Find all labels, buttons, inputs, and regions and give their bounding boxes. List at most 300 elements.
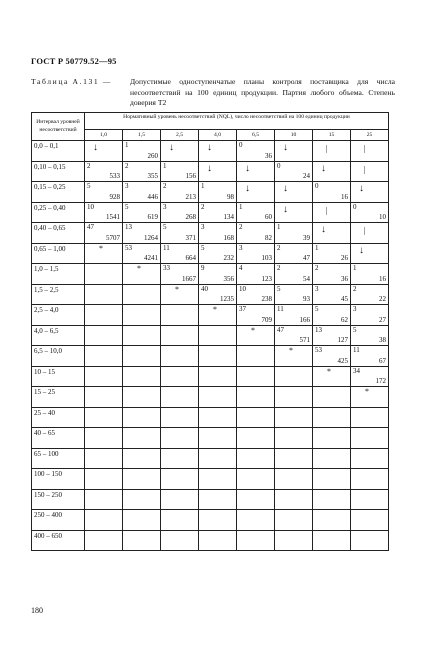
plan-cell xyxy=(313,346,351,367)
sample-size: 709 xyxy=(261,315,272,324)
plan-cell xyxy=(237,243,275,264)
plan-cell xyxy=(237,346,275,367)
acceptance-number: 0 xyxy=(277,161,281,170)
plan-cell xyxy=(275,387,313,408)
plan-cell xyxy=(161,366,199,387)
plan-cell xyxy=(275,366,313,387)
plan-cell xyxy=(275,305,313,326)
plan-cell xyxy=(199,489,237,510)
row-interval-label: 15 – 25 xyxy=(32,387,85,408)
sample-size: 238 xyxy=(261,295,272,303)
row-interval-label: 0,15 – 0,25 xyxy=(32,182,85,203)
plan-cell xyxy=(237,407,275,428)
acceptance-number: 10 xyxy=(239,284,246,293)
plan-cell xyxy=(161,284,199,305)
plan-cell xyxy=(85,387,123,408)
acceptance-number: 40 xyxy=(201,284,208,293)
plan-cell xyxy=(237,428,275,449)
sample-size: 98 xyxy=(227,192,234,201)
plan-cell xyxy=(123,428,161,449)
plan-cell xyxy=(313,469,351,490)
plan-cell xyxy=(275,448,313,469)
sample-size: 103 xyxy=(261,254,272,262)
table-row xyxy=(32,202,389,223)
sample-size: 156 xyxy=(185,172,196,180)
plan-cell xyxy=(313,530,351,551)
table-row xyxy=(32,161,389,182)
plan-cell xyxy=(237,161,275,182)
plan-cell xyxy=(313,284,351,305)
plan-cell xyxy=(161,387,199,408)
plan-cell xyxy=(161,346,199,367)
acceptance-number: 37 xyxy=(239,305,246,313)
plan-cell xyxy=(237,182,275,203)
plan-cell xyxy=(85,428,123,449)
plan-cell xyxy=(313,202,351,223)
sample-size: 425 xyxy=(337,356,348,365)
sample-size: 26 xyxy=(341,254,348,262)
plan-cell xyxy=(351,141,389,162)
asterisk-mark: * xyxy=(365,387,369,396)
sample-size: 1235 xyxy=(220,295,234,303)
table-caption-label: Таблица А.131 — xyxy=(31,77,112,86)
acceptance-number: 1 xyxy=(201,182,205,190)
plan-cell xyxy=(123,448,161,469)
acceptance-number: 5 xyxy=(87,182,91,190)
plan-cell xyxy=(313,428,351,449)
plan-cell xyxy=(313,407,351,428)
plan-cell xyxy=(85,325,123,346)
acceptance-number: 2 xyxy=(353,284,357,293)
table-row xyxy=(32,243,389,264)
plan-cell xyxy=(351,469,389,490)
sample-size: 16 xyxy=(379,274,386,283)
plan-cell xyxy=(199,407,237,428)
plan-cell xyxy=(199,161,237,182)
table-row xyxy=(32,141,389,162)
acceptance-number: 53 xyxy=(125,243,132,252)
plan-cell xyxy=(199,387,237,408)
row-interval-label: 1,0 – 1,5 xyxy=(32,264,85,285)
plan-cell xyxy=(199,346,237,367)
plan-cell xyxy=(161,407,199,428)
table-row xyxy=(32,510,389,531)
acceptance-number: 3 xyxy=(353,305,357,313)
plan-cell xyxy=(199,530,237,551)
plan-cell xyxy=(161,243,199,264)
asterisk-mark: * xyxy=(213,305,217,314)
plan-cell xyxy=(275,489,313,510)
vertical-bar-mark: | xyxy=(326,205,328,215)
plan-cell xyxy=(85,305,123,326)
plan-cell xyxy=(237,489,275,510)
table-row xyxy=(32,469,389,490)
down-arrow-icon: ↓ xyxy=(359,183,364,194)
plan-cell xyxy=(237,305,275,326)
plan-cell xyxy=(85,448,123,469)
row-interval-label: 25 – 40 xyxy=(32,407,85,428)
asterisk-mark: * xyxy=(175,284,179,294)
row-interval-label: 1,5 – 2,5 xyxy=(32,284,85,305)
plan-cell xyxy=(85,530,123,551)
plan-cell xyxy=(313,305,351,326)
nql-column-row xyxy=(32,130,389,141)
acceptance-number: 3 xyxy=(125,182,129,190)
plan-cell xyxy=(123,284,161,305)
acceptance-number: 1 xyxy=(163,161,167,170)
table-row xyxy=(32,387,389,408)
sample-size: 928 xyxy=(109,192,120,201)
sample-size: 213 xyxy=(185,192,196,201)
sample-size: 22 xyxy=(379,295,386,303)
plan-cell xyxy=(275,243,313,264)
plan-cell xyxy=(123,489,161,510)
sample-size: 54 xyxy=(303,274,310,283)
nql-column-header: 25 xyxy=(351,130,389,141)
row-interval-label: 0,65 – 1,00 xyxy=(32,243,85,264)
plan-cell xyxy=(85,510,123,531)
plan-cell xyxy=(85,223,123,244)
nql-column-header: 4,0 xyxy=(199,130,237,141)
plan-cell xyxy=(275,182,313,203)
plan-cell xyxy=(313,161,351,182)
plan-cell xyxy=(161,448,199,469)
plan-cell xyxy=(351,530,389,551)
acceptance-number: 5 xyxy=(277,284,281,293)
plan-cell xyxy=(123,407,161,428)
down-arrow-icon: ↓ xyxy=(283,203,288,215)
plan-cell xyxy=(85,284,123,305)
plan-cell xyxy=(123,202,161,223)
sample-size: 67 xyxy=(379,356,386,365)
row-interval-label: 2,5 – 4,0 xyxy=(32,305,85,326)
sample-size: 533 xyxy=(109,172,120,180)
nql-header: Нормативный уровень несоответствий (NQL), число несоответствий на 100 единиц продукции xyxy=(85,113,389,130)
table-row xyxy=(32,366,389,387)
plan-cell xyxy=(237,469,275,490)
sample-size: 371 xyxy=(185,233,196,242)
row-interval-label: 0,10 – 0,15 xyxy=(32,161,85,182)
plan-cell xyxy=(275,223,313,244)
row-interval-label: 100 – 150 xyxy=(32,469,85,490)
plan-cell xyxy=(313,489,351,510)
down-arrow-icon: ↓ xyxy=(321,224,326,235)
acceptance-number: 1 xyxy=(353,264,357,272)
table-row xyxy=(32,284,389,305)
plan-cell xyxy=(313,243,351,264)
page-number: 180 xyxy=(31,606,43,615)
sample-size: 27 xyxy=(379,315,386,324)
plan-cell xyxy=(85,141,123,162)
plan-cell xyxy=(161,530,199,551)
plan-cell xyxy=(123,346,161,367)
plan-cell xyxy=(275,428,313,449)
plan-cell xyxy=(313,448,351,469)
table-body xyxy=(32,141,389,551)
plan-cell xyxy=(313,366,351,387)
table-row xyxy=(32,428,389,449)
sample-size: 571 xyxy=(299,336,310,344)
plan-cell xyxy=(123,530,161,551)
plan-cell xyxy=(313,223,351,244)
acceptance-number: 4 xyxy=(239,264,243,272)
acceptance-number: 5 xyxy=(163,223,167,231)
sample-size: 172 xyxy=(375,377,386,385)
acceptance-number: 2 xyxy=(201,202,205,211)
acceptance-number: 1 xyxy=(239,202,243,211)
document-header: ГОСТ Р 50779.52—95 xyxy=(31,56,117,66)
sample-size: 36 xyxy=(265,151,272,160)
table-head xyxy=(32,113,389,141)
plan-cell xyxy=(123,141,161,162)
down-arrow-icon: ↓ xyxy=(245,183,250,194)
down-arrow-icon: ↓ xyxy=(283,142,288,153)
plan-cell xyxy=(237,366,275,387)
table-row xyxy=(32,346,389,367)
sample-size: 10 xyxy=(379,213,386,221)
plan-cell xyxy=(351,305,389,326)
sample-size: 36 xyxy=(341,274,348,283)
plan-cell xyxy=(351,366,389,387)
plan-cell xyxy=(123,510,161,531)
nql-column-header: 15 xyxy=(313,130,351,141)
plan-cell xyxy=(161,305,199,326)
plan-cell xyxy=(351,428,389,449)
plan-cell xyxy=(275,141,313,162)
row-interval-label: 10 – 15 xyxy=(32,366,85,387)
plan-cell xyxy=(351,387,389,408)
acceptance-number: 13 xyxy=(125,223,132,231)
sample-size: 232 xyxy=(223,254,234,262)
plan-cell xyxy=(275,530,313,551)
plan-cell xyxy=(199,325,237,346)
plan-cell xyxy=(199,469,237,490)
acceptance-number: 3 xyxy=(201,223,205,231)
plan-cell xyxy=(85,264,123,285)
acceptance-number: 47 xyxy=(277,325,284,334)
plan-cell xyxy=(313,387,351,408)
plan-cell xyxy=(351,161,389,182)
table-caption xyxy=(31,77,395,109)
acceptance-number: 1 xyxy=(125,141,129,149)
plan-cell xyxy=(161,469,199,490)
plan-cell xyxy=(275,161,313,182)
acceptance-number: 11 xyxy=(163,243,170,252)
row-interval-label: 65 – 100 xyxy=(32,448,85,469)
acceptance-number: 11 xyxy=(277,305,284,313)
sample-size: 93 xyxy=(303,295,310,303)
plan-cell xyxy=(237,223,275,244)
table-row xyxy=(32,325,389,346)
row-interval-label: 0,0 – 0,1 xyxy=(32,141,85,162)
plan-cell xyxy=(237,284,275,305)
sample-size: 268 xyxy=(185,213,196,221)
acceptance-number: 1 xyxy=(315,243,319,252)
acceptance-number: 10 xyxy=(87,202,94,211)
sample-size: 127 xyxy=(337,336,348,344)
plan-cell xyxy=(123,305,161,326)
plan-cell xyxy=(351,223,389,244)
acceptance-number: 33 xyxy=(163,264,170,272)
acceptance-number: 1 xyxy=(277,223,281,231)
plan-cell xyxy=(123,469,161,490)
plan-cell xyxy=(123,325,161,346)
plan-cell xyxy=(199,428,237,449)
sample-size: 356 xyxy=(223,274,234,283)
down-arrow-icon: ↓ xyxy=(321,162,326,174)
plan-cell xyxy=(85,407,123,428)
acceptance-number: 47 xyxy=(87,223,94,231)
plan-cell xyxy=(123,366,161,387)
acceptance-number: 2 xyxy=(125,161,129,170)
plan-cell xyxy=(275,407,313,428)
plan-cell xyxy=(123,387,161,408)
sample-size: 38 xyxy=(379,336,386,344)
plan-cell xyxy=(237,325,275,346)
plan-cell xyxy=(237,387,275,408)
plan-cell xyxy=(123,161,161,182)
sampling-plans-table xyxy=(31,112,389,551)
vertical-bar-mark: | xyxy=(364,164,366,174)
asterisk-mark: * xyxy=(137,264,141,273)
plan-cell xyxy=(161,182,199,203)
plan-cell xyxy=(199,243,237,264)
sample-size: 168 xyxy=(223,233,234,242)
down-arrow-icon: ↓ xyxy=(93,142,98,153)
plan-cell xyxy=(275,325,313,346)
down-arrow-icon: ↓ xyxy=(283,183,288,194)
plan-cell xyxy=(161,161,199,182)
plan-cell xyxy=(313,325,351,346)
table-caption-text: Допустимые одноступенчатые планы контроля поставщика для числа несоответствий на 100 единиц продукции. Партия любого объема. Степень доверия Т2 xyxy=(130,77,395,107)
plan-cell xyxy=(85,243,123,264)
down-arrow-icon: ↓ xyxy=(359,244,364,256)
table-row xyxy=(32,530,389,551)
plan-cell xyxy=(237,264,275,285)
sample-size: 5707 xyxy=(106,233,120,242)
acceptance-number: 3 xyxy=(315,284,319,293)
row-interval-label: 6,5 – 10,0 xyxy=(32,346,85,367)
table-row xyxy=(32,407,389,428)
plan-cell xyxy=(275,284,313,305)
nql-column-header: 6,5 xyxy=(237,130,275,141)
sample-size: 45 xyxy=(341,295,348,303)
vertical-bar-mark: | xyxy=(364,144,366,153)
plan-cell xyxy=(275,202,313,223)
vertical-bar-mark: | xyxy=(326,144,328,153)
corner-header: Интервал уровней несоответствий xyxy=(32,113,85,141)
plan-cell xyxy=(351,264,389,285)
plan-cell xyxy=(85,346,123,367)
down-arrow-icon: ↓ xyxy=(245,162,250,174)
row-interval-label: 400 – 650 xyxy=(32,530,85,551)
table-row xyxy=(32,223,389,244)
plan-cell xyxy=(351,182,389,203)
plan-cell xyxy=(161,428,199,449)
plan-cell xyxy=(351,407,389,428)
plan-cell xyxy=(237,530,275,551)
plan-cell xyxy=(237,141,275,162)
plan-cell xyxy=(161,223,199,244)
acceptance-number: 13 xyxy=(315,325,322,334)
plan-cell xyxy=(199,366,237,387)
table-row xyxy=(32,489,389,510)
acceptance-number: 53 xyxy=(315,346,322,354)
row-interval-label: 4,0 – 6,5 xyxy=(32,325,85,346)
plan-cell xyxy=(275,510,313,531)
sample-size: 166 xyxy=(299,315,310,324)
row-interval-label: 0,40 – 0,65 xyxy=(32,223,85,244)
plan-cell xyxy=(199,223,237,244)
plan-cell xyxy=(351,489,389,510)
plan-cell xyxy=(161,510,199,531)
sample-size: 4241 xyxy=(144,254,158,262)
plan-cell xyxy=(161,264,199,285)
plan-cell xyxy=(275,469,313,490)
table-row xyxy=(32,182,389,203)
nql-column-header: 1,0 xyxy=(85,130,123,141)
acceptance-number: 3 xyxy=(239,243,243,252)
sample-size: 62 xyxy=(341,315,348,324)
plan-cell xyxy=(85,202,123,223)
sample-size: 123 xyxy=(261,274,272,283)
row-interval-label: 40 – 65 xyxy=(32,428,85,449)
plan-cell xyxy=(85,161,123,182)
plan-cell xyxy=(85,489,123,510)
acceptance-number: 5 xyxy=(315,305,319,313)
sample-size: 1667 xyxy=(182,274,196,283)
plan-cell xyxy=(275,346,313,367)
row-interval-label: 250 – 400 xyxy=(32,510,85,531)
sample-size: 446 xyxy=(147,192,158,201)
acceptance-number: 0 xyxy=(315,182,319,190)
sample-size: 24 xyxy=(303,172,310,180)
plan-cell xyxy=(237,510,275,531)
plan-cell xyxy=(123,264,161,285)
acceptance-number: 0 xyxy=(239,141,243,149)
sample-size: 664 xyxy=(185,254,196,262)
plan-cell xyxy=(123,223,161,244)
plan-cell xyxy=(199,182,237,203)
plan-cell xyxy=(351,202,389,223)
asterisk-mark: * xyxy=(251,325,255,335)
plan-cell xyxy=(351,448,389,469)
acceptance-number: 5 xyxy=(353,325,357,334)
acceptance-number: 2 xyxy=(315,264,319,272)
row-interval-label: 0,25 – 0,40 xyxy=(32,202,85,223)
acceptance-number: 3 xyxy=(163,202,167,211)
plan-cell xyxy=(123,182,161,203)
plan-cell xyxy=(313,182,351,203)
table-row xyxy=(32,305,389,326)
plan-cell xyxy=(161,489,199,510)
nql-column-header: 2,5 xyxy=(161,130,199,141)
plan-cell xyxy=(351,325,389,346)
plan-cell xyxy=(237,448,275,469)
sample-size: 60 xyxy=(265,213,272,221)
plan-cell xyxy=(199,202,237,223)
sample-size: 355 xyxy=(147,172,158,180)
sample-size: 1541 xyxy=(106,213,120,221)
table-row xyxy=(32,448,389,469)
acceptance-number: 2 xyxy=(239,223,243,231)
vertical-bar-mark: | xyxy=(364,226,366,235)
plan-cell xyxy=(85,366,123,387)
plan-cell xyxy=(313,264,351,285)
sample-size: 82 xyxy=(265,233,272,242)
table-row xyxy=(32,264,389,285)
acceptance-number: 11 xyxy=(353,346,360,354)
